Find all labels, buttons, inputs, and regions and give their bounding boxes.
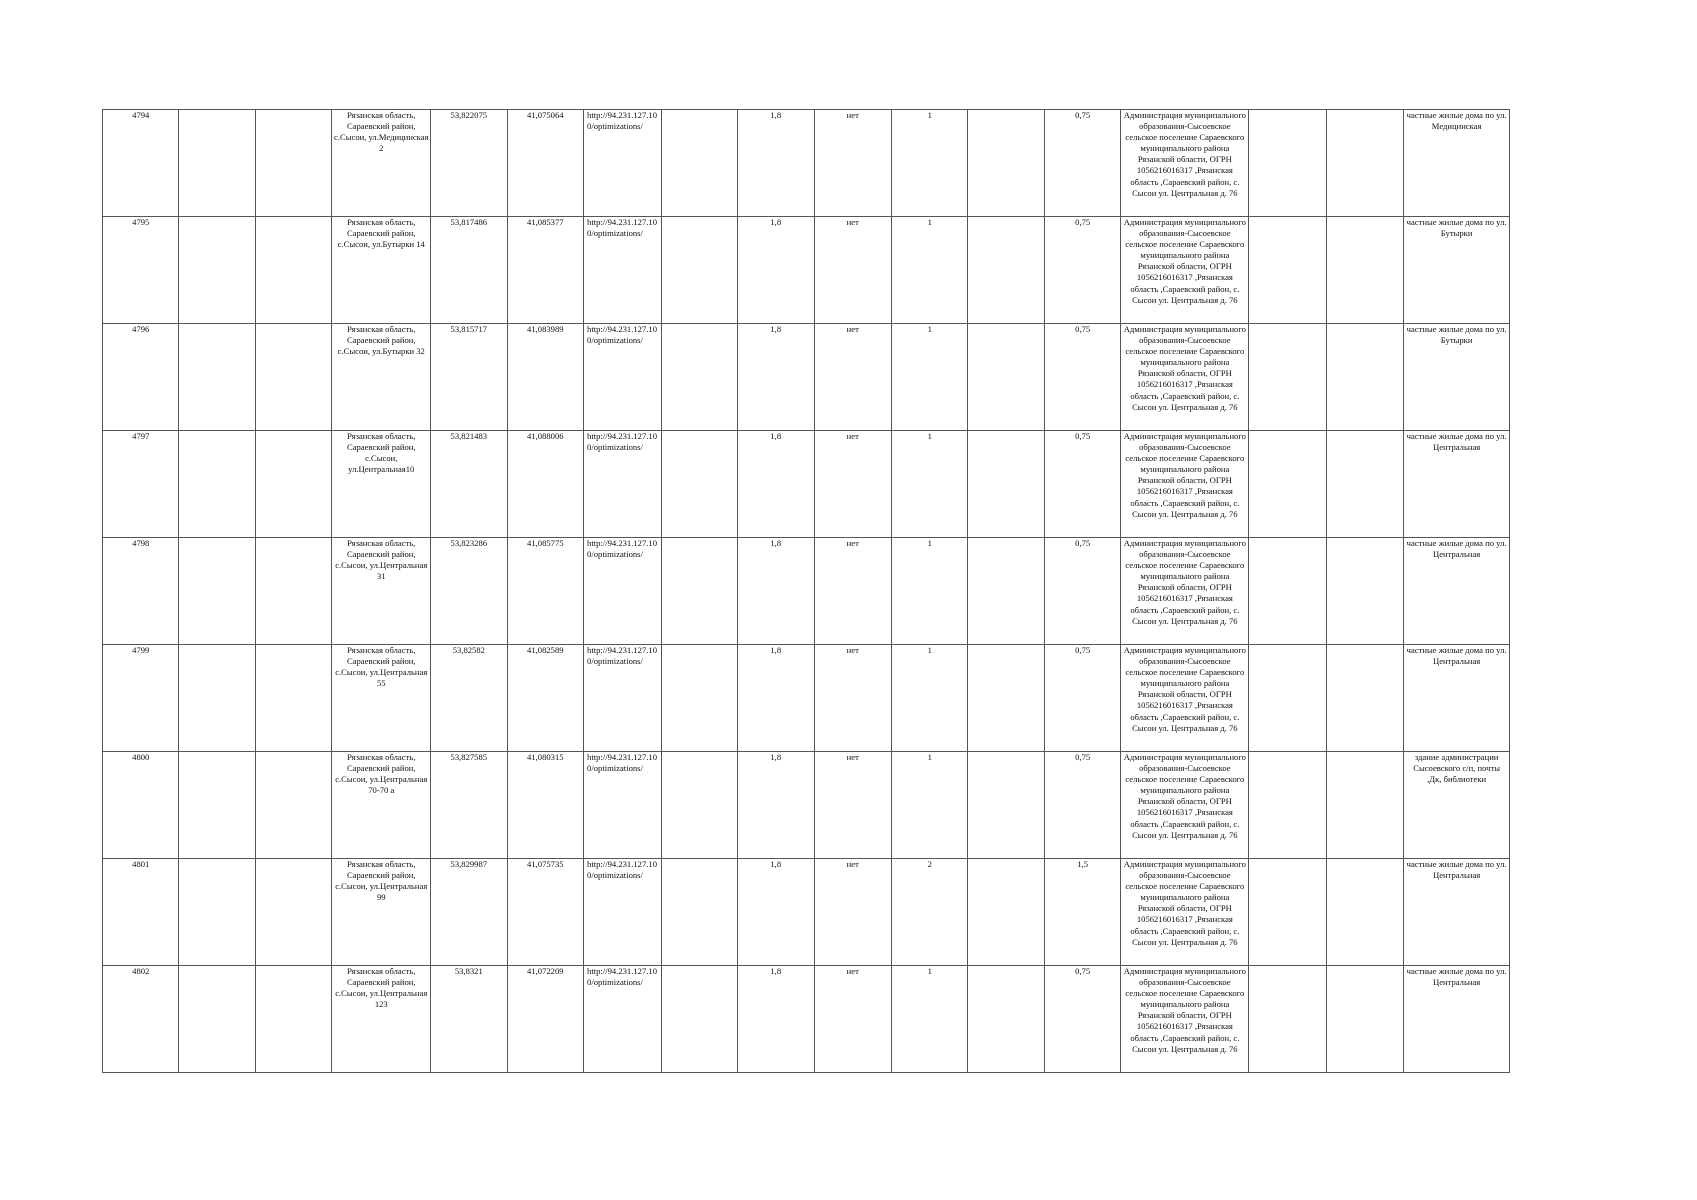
cell-cover: нет — [814, 859, 891, 966]
cell-id: 4796 — [103, 324, 179, 431]
cell-latitude: 53,815717 — [431, 324, 507, 431]
cell-container-count: 1 — [891, 752, 967, 859]
cell-address: Рязанская область, Сараевский район, с.Сысои, ул.Центральная10 — [332, 431, 431, 538]
cell-empty — [968, 217, 1044, 324]
cell-empty — [968, 324, 1044, 431]
cell-id: 4799 — [103, 645, 179, 752]
cell-empty — [968, 645, 1044, 752]
cell-url: http://94.231.127.10 0/optimizations/ — [584, 217, 661, 324]
cell-volume: 0,75 — [1044, 966, 1120, 1073]
cell-id: 4800 — [103, 752, 179, 859]
cell-url: http://94.231.127.10 0/optimizations/ — [584, 645, 661, 752]
cell-volume: 0,75 — [1044, 645, 1120, 752]
cell-empty — [968, 110, 1044, 217]
cell-area: 1,8 — [738, 324, 814, 431]
cell-cover: нет — [814, 966, 891, 1073]
cell-empty — [1249, 645, 1326, 752]
cell-address: Рязанская область, Сараевский район, с.Сысои, ул.Центральная 70-70 а — [332, 752, 431, 859]
cell-area: 1,8 — [738, 217, 814, 324]
cell-latitude: 53,817486 — [431, 217, 507, 324]
cell-longitude: 41,088006 — [507, 431, 583, 538]
cell-waste-sources: частные жилые дома по ул. Бутырки — [1404, 217, 1510, 324]
cell-owner: Администрация муниципального образования-Сысоевское сельское поселение Сараевского муниципального района Рязанской области, ОГРН 1056216016317 ,Рязанская область ,Сараевский район, с. Сысои ул. Центральная д. 76 — [1121, 110, 1249, 217]
cell-empty — [661, 217, 737, 324]
cell-latitude: 53,822075 — [431, 110, 507, 217]
cell-latitude: 53,827585 — [431, 752, 507, 859]
cell-empty — [661, 645, 737, 752]
cell-empty — [255, 110, 331, 217]
cell-area: 1,8 — [738, 110, 814, 217]
cell-empty — [1249, 217, 1326, 324]
cell-url: http://94.231.127.10 0/optimizations/ — [584, 431, 661, 538]
cell-id: 4798 — [103, 538, 179, 645]
cell-area: 1,8 — [738, 966, 814, 1073]
cell-waste-sources: частные жилые дома по ул. Центральная — [1404, 431, 1510, 538]
cell-empty — [255, 431, 331, 538]
cell-container-count: 1 — [891, 110, 967, 217]
cell-area: 1,8 — [738, 859, 814, 966]
cell-url: http://94.231.127.10 0/optimizations/ — [584, 110, 661, 217]
cell-empty — [179, 859, 255, 966]
cell-cover: нет — [814, 217, 891, 324]
cell-url: http://94.231.127.10 0/optimizations/ — [584, 966, 661, 1073]
table-row — [103, 431, 1510, 538]
cell-empty — [179, 645, 255, 752]
cell-empty — [1249, 966, 1326, 1073]
cell-container-count: 1 — [891, 645, 967, 752]
cell-empty — [255, 538, 331, 645]
cell-volume: 0,75 — [1044, 217, 1120, 324]
cell-waste-sources: частные жилые дома по ул. Бутырки — [1404, 324, 1510, 431]
cell-id: 4795 — [103, 217, 179, 324]
cell-volume: 0,75 — [1044, 431, 1120, 538]
cell-empty — [1249, 859, 1326, 966]
cell-longitude: 41,085775 — [507, 538, 583, 645]
cell-empty — [255, 324, 331, 431]
cell-empty — [661, 110, 737, 217]
cell-empty — [1326, 431, 1403, 538]
cell-volume: 0,75 — [1044, 538, 1120, 645]
cell-empty — [1326, 538, 1403, 645]
cell-area: 1,8 — [738, 752, 814, 859]
cell-empty — [1249, 324, 1326, 431]
cell-waste-sources: частные жилые дома по ул. Центральная — [1404, 645, 1510, 752]
cell-owner: Администрация муниципального образования-Сысоевское сельское поселение Сараевского муниципального района Рязанской области, ОГРН 1056216016317 ,Рязанская область ,Сараевский район, с. Сысои ул. Центральная д. 76 — [1121, 859, 1249, 966]
cell-container-count: 1 — [891, 538, 967, 645]
table-row — [103, 966, 1510, 1073]
table-row — [103, 538, 1510, 645]
cell-waste-sources: частные жилые дома по ул. Центральная — [1404, 538, 1510, 645]
cell-url: http://94.231.127.10 0/optimizations/ — [584, 538, 661, 645]
cell-empty — [1326, 966, 1403, 1073]
cell-cover: нет — [814, 538, 891, 645]
cell-empty — [179, 966, 255, 1073]
cell-empty — [968, 538, 1044, 645]
table-row — [103, 110, 1510, 217]
cell-empty — [661, 859, 737, 966]
cell-empty — [255, 645, 331, 752]
cell-longitude: 41,083989 — [507, 324, 583, 431]
cell-latitude: 53,823286 — [431, 538, 507, 645]
cell-empty — [661, 538, 737, 645]
cell-empty — [968, 431, 1044, 538]
table-row — [103, 645, 1510, 752]
cell-empty — [1326, 110, 1403, 217]
cell-empty — [968, 752, 1044, 859]
cell-container-count: 2 — [891, 859, 967, 966]
cell-latitude: 53,82582 — [431, 645, 507, 752]
table-row — [103, 217, 1510, 324]
cell-empty — [968, 859, 1044, 966]
cell-cover: нет — [814, 110, 891, 217]
registry-body — [103, 110, 1510, 1073]
cell-longitude: 41,080315 — [507, 752, 583, 859]
cell-longitude: 41,082589 — [507, 645, 583, 752]
cell-id: 4794 — [103, 110, 179, 217]
cell-empty — [968, 966, 1044, 1073]
cell-empty — [179, 431, 255, 538]
cell-empty — [255, 752, 331, 859]
cell-waste-sources: частные жилые дома по ул. Центральная — [1404, 966, 1510, 1073]
cell-empty — [1249, 538, 1326, 645]
cell-empty — [661, 966, 737, 1073]
cell-url: http://94.231.127.10 0/optimizations/ — [584, 324, 661, 431]
cell-area: 1,8 — [738, 431, 814, 538]
cell-address: Рязанская область, Сараевский район, с.Сысои, ул.Бутырки 32 — [332, 324, 431, 431]
cell-owner: Администрация муниципального образования-Сысоевское сельское поселение Сараевского муниципального района Рязанской области, ОГРН 1056216016317 ,Рязанская область ,Сараевский район, с. Сысои ул. Центральная д. 76 — [1121, 431, 1249, 538]
cell-cover: нет — [814, 324, 891, 431]
cell-empty — [179, 324, 255, 431]
cell-id: 4797 — [103, 431, 179, 538]
cell-longitude: 41,072209 — [507, 966, 583, 1073]
cell-volume: 0,75 — [1044, 324, 1120, 431]
cell-volume: 0,75 — [1044, 752, 1120, 859]
cell-longitude: 41,085377 — [507, 217, 583, 324]
cell-area: 1,8 — [738, 538, 814, 645]
cell-owner: Администрация муниципального образования-Сысоевское сельское поселение Сараевского муниципального района Рязанской области, ОГРН 1056216016317 ,Рязанская область ,Сараевский район, с. Сысои ул. Центральная д. 76 — [1121, 966, 1249, 1073]
cell-url: http://94.231.127.10 0/optimizations/ — [584, 859, 661, 966]
cell-empty — [255, 966, 331, 1073]
cell-empty — [179, 110, 255, 217]
cell-cover: нет — [814, 645, 891, 752]
table-row — [103, 752, 1510, 859]
cell-empty — [179, 752, 255, 859]
cell-empty — [1326, 645, 1403, 752]
cell-id: 4802 — [103, 966, 179, 1073]
cell-empty — [1249, 431, 1326, 538]
cell-empty — [1249, 752, 1326, 859]
cell-latitude: 53,829987 — [431, 859, 507, 966]
cell-empty — [1326, 324, 1403, 431]
table-row — [103, 859, 1510, 966]
cell-waste-sources: здание администрации Сысоевского с/п, почты ,Дк, библиотеки — [1404, 752, 1510, 859]
cell-owner: Администрация муниципального образования-Сысоевское сельское поселение Сараевского муниципального района Рязанской области, ОГРН 1056216016317 ,Рязанская область ,Сараевский район, с. Сысои ул. Центральная д. 76 — [1121, 217, 1249, 324]
cell-empty — [661, 752, 737, 859]
cell-empty — [255, 859, 331, 966]
cell-waste-sources: частные жилые дома по ул. Медицинская — [1404, 110, 1510, 217]
cell-owner: Администрация муниципального образования-Сысоевское сельское поселение Сараевского муниципального района Рязанской области, ОГРН 1056216016317 ,Рязанская область ,Сараевский район, с. Сысои ул. Центральная д. 76 — [1121, 324, 1249, 431]
cell-address: Рязанская область, Сараевский район, с.Сысои, ул.Центральная 31 — [332, 538, 431, 645]
cell-empty — [1326, 217, 1403, 324]
registry-table — [102, 109, 1510, 1073]
cell-address: Рязанская область, Сараевский район, с.Сысои, ул.Центральная 99 — [332, 859, 431, 966]
cell-volume: 0,75 — [1044, 110, 1120, 217]
table-row — [103, 324, 1510, 431]
cell-address: Рязанская область, Сараевский район, с.Сысои, ул.Бутырки 14 — [332, 217, 431, 324]
cell-empty — [1249, 110, 1326, 217]
cell-area: 1,8 — [738, 645, 814, 752]
cell-cover: нет — [814, 431, 891, 538]
cell-owner: Администрация муниципального образования-Сысоевское сельское поселение Сараевского муниципального района Рязанской области, ОГРН 1056216016317 ,Рязанская область ,Сараевский район, с. Сысои ул. Центральная д. 76 — [1121, 538, 1249, 645]
cell-empty — [1326, 859, 1403, 966]
cell-address: Рязанская область, Сараевский район, с.Сысои, ул.Центральная 55 — [332, 645, 431, 752]
cell-longitude: 41,075735 — [507, 859, 583, 966]
cell-container-count: 1 — [891, 431, 967, 538]
cell-volume: 1,5 — [1044, 859, 1120, 966]
cell-owner: Администрация муниципального образования-Сысоевское сельское поселение Сараевского муниципального района Рязанской области, ОГРН 1056216016317 ,Рязанская область ,Сараевский район, с. Сысои ул. Центральная д. 76 — [1121, 645, 1249, 752]
cell-container-count: 1 — [891, 217, 967, 324]
cell-url: http://94.231.127.10 0/optimizations/ — [584, 752, 661, 859]
cell-empty — [179, 217, 255, 324]
cell-latitude: 53,821483 — [431, 431, 507, 538]
cell-longitude: 41,075064 — [507, 110, 583, 217]
cell-empty — [255, 217, 331, 324]
cell-empty — [179, 538, 255, 645]
cell-owner: Администрация муниципального образования-Сысоевское сельское поселение Сараевского муниципального района Рязанской области, ОГРН 1056216016317 ,Рязанская область ,Сараевский район, с. Сысои ул. Центральная д. 76 — [1121, 752, 1249, 859]
cell-latitude: 53,8321 — [431, 966, 507, 1073]
cell-container-count: 1 — [891, 324, 967, 431]
cell-container-count: 1 — [891, 966, 967, 1073]
cell-empty — [1326, 752, 1403, 859]
cell-id: 4801 — [103, 859, 179, 966]
cell-empty — [661, 431, 737, 538]
cell-empty — [661, 324, 737, 431]
cell-cover: нет — [814, 752, 891, 859]
cell-address: Рязанская область, Сараевский район, с.Сысои, ул.Медицинская 2 — [332, 110, 431, 217]
cell-waste-sources: частные жилые дома по ул. Центральная — [1404, 859, 1510, 966]
cell-address: Рязанская область, Сараевский район, с.Сысои, ул.Центральная 123 — [332, 966, 431, 1073]
